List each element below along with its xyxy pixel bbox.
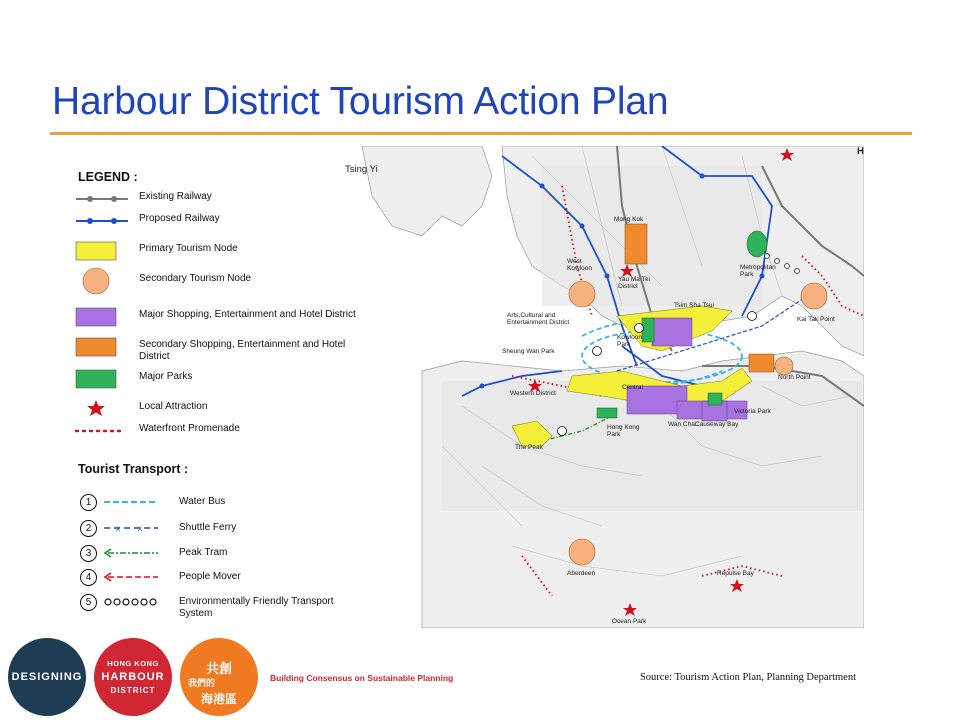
shuttle-ferry-line-icon [102,519,160,537]
map-label-hong-kong-park: Hong Kong Park [607,424,640,438]
water-bus-line-icon [102,493,160,511]
legend-label: Waterfront Promenade [139,423,240,434]
transport-label: Water Bus [179,496,226,507]
legend-label: Local Attraction [139,401,208,412]
map-label-victoria-park: Victoria Park [734,408,771,415]
map-label-kowloon-park: Kowloon Park [617,334,642,348]
secondary-shopping-icon [72,336,132,358]
map-legend [62,146,372,628]
logo-text-line3: DISTRICT [110,686,156,695]
transport-label: Peak Tram [179,547,228,558]
map-label-north-point: North Point [778,374,811,381]
legend-item-secondary-node [62,270,372,292]
hong-kong-harbour-district-logo [94,638,172,716]
legend-item-secondary-shopping [62,336,372,362]
legend-label: Existing Railway [139,191,212,202]
waterfront-promenade-icon [72,420,132,442]
map-label-western-district: Western District [510,390,556,397]
slide-title: Harbour District Tourism Action Plan [52,80,669,123]
tourist-transport-title: Tourist Transport : [78,462,189,476]
eco-transport-circles-icon [102,593,160,611]
transport-item-shuttle-ferry [62,519,372,537]
map-label-kai-tak: Kai Tak Point [797,316,835,323]
transport-label: Environmentally Friendly Transport System [179,596,334,619]
map-label-aberdeen: Aberdeen [567,570,596,577]
legend-item-local-attraction [62,398,372,420]
logo-text-line2: 我們的 [188,678,216,688]
map-label-corner: H [857,146,864,157]
legend-label: Primary Tourism Node [139,243,238,254]
star-icon [72,398,132,420]
svg-text:x: x [116,524,120,533]
title-divider [50,132,912,135]
logo-text-line2: HARBOUR [101,671,165,683]
existing-railway-icon [72,188,132,210]
logo-text-line1: HONG KONG [107,659,159,668]
legend-item-major-shopping [62,306,372,328]
transport-number: 2 [80,520,97,537]
map-label-yau-ma-tei: Yau Ma Tei District [618,276,650,290]
map-label-metropolitan-park: Metropolitan Park [740,264,776,278]
legend-item-waterfront [62,420,372,442]
map-label-west-kowloon: West Kowloon [567,258,592,272]
legend-label: Major Shopping, Entertainment and Hotel District [139,309,356,320]
transport-number: 5 [80,594,97,611]
tourism-map [62,146,864,628]
map-label-mong-kok: Mong Kok [614,216,644,223]
legend-item-major-parks [62,368,372,390]
map-label-tsing-yi: Tsing Yi [345,164,378,175]
transport-item-peak-tram [62,544,372,562]
legend-label: Secondary Tourism Node [139,273,252,284]
svg-text:x: x [138,524,142,533]
logo-text: DESIGNING [11,671,83,683]
transport-label: Shuttle Ferry [179,522,237,533]
legend-item-existing-railway [62,188,372,210]
transport-number: 1 [80,494,97,511]
source-citation: Source: Tourism Action Plan, Planning Department [639,672,856,683]
proposed-railway-icon [72,210,132,232]
logo-text-line3: 海港區 [200,692,237,706]
map-label-wan-chai: Wan Chai [668,421,697,428]
map-label-tsim-sha-tsui: Tsim Sha Tsui [674,302,714,309]
transport-item-people-mover [62,568,372,586]
logo-text-line1: 共創 [205,661,232,676]
park-icon [72,368,132,390]
designing-logo [8,638,86,716]
transport-item-eco-transport [62,593,372,619]
chinese-harbour-logo [180,638,258,716]
transport-number: 3 [80,545,97,562]
map-label-causeway-bay: Causeway Bay [695,421,739,428]
people-mover-line-icon [102,568,160,586]
peak-tram-line-icon [102,544,160,562]
legend-item-proposed-railway [62,210,372,232]
transport-label: People Mover [179,571,241,582]
tagline: Building Consensus on Sustainable Planning [270,673,454,683]
legend-label: Major Parks [139,371,193,382]
transport-number: 4 [80,569,97,586]
legend-item-primary-node [62,240,372,262]
map-label-sheung-wan: Sheung Wan Park [502,348,555,355]
legend-label: Proposed Railway [139,213,220,224]
secondary-node-icon [72,266,132,296]
footer [0,630,960,720]
transport-item-water-bus [62,493,372,511]
map-label-repulse-bay: Repulse Bay [717,570,754,577]
legend-label: Secondary Shopping, Entertainment and Hotel District [139,339,346,362]
primary-node-icon [72,240,132,262]
map-label-arts-district: Arts,Cultural and Entertainment District [507,312,570,326]
map-label-central: Central [622,384,643,391]
legend-title: LEGEND : [78,170,138,184]
major-shopping-icon [72,306,132,328]
map-label-the-peak: The Peak [515,444,543,451]
map-label-ocean-park: Ocean Park [612,618,647,625]
